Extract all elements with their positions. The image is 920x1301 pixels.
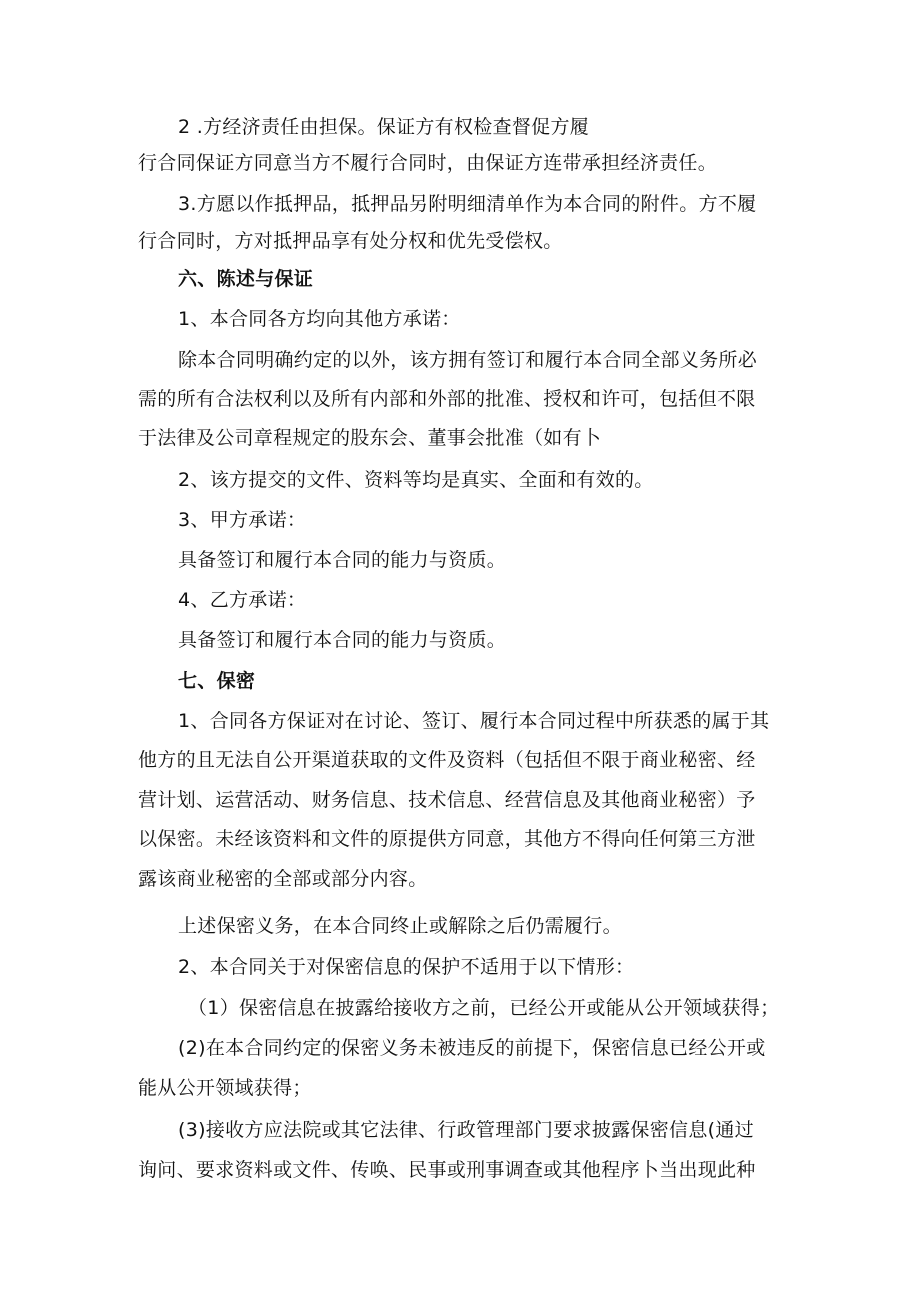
para-conf-2-item-1: （1）保密信息在披露给接收方之前，已经公开或能从公开领域获得；	[188, 997, 780, 1019]
section-heading-confidentiality: 七、保密	[178, 670, 256, 692]
para-rep-1-body-line-1: 除本合同明确约定的以外，该方拥有签订和履行本合同全部义务所必	[178, 349, 758, 371]
para-rep-4-body: 具备签订和履行本合同的能力与资质。	[178, 629, 507, 651]
section-heading-representations: 六、陈述与保证	[178, 268, 314, 290]
para-guarantee-2-line-2: 行合同保证方同意当方不履行合同时，由保证方连带承担经济责任。	[138, 152, 718, 174]
para-rep-2: 2、该方提交的文件、资料等均是真实、全面和有效的。	[178, 469, 654, 491]
para-conf-2-item-3-line-1: (3)接收方应法院或其它法律、行政管理部门要求披露保密信息(通过	[178, 1119, 754, 1141]
para-conf-1-line-4: 以保密。未经该资料和文件的原提供方同意，其他方不得向任何第三方泄	[138, 828, 756, 850]
para-rep-4: 4、乙方承诺：	[178, 589, 307, 611]
para-conf-1-line-1: 1、合同各方保证对在讨论、签订、履行本合同过程中所获悉的属于其	[178, 710, 770, 732]
para-conf-1-line-3: 营计划、运营活动、财务信息、技术信息、经营信息及其他商业秘密）予	[138, 789, 756, 811]
para-guarantee-3-line-1: 3.方愿以作抵押品，抵押品另附明细清单作为本合同的附件。方不履	[178, 193, 757, 215]
para-rep-1-body-line-2: 需的所有合法权利以及所有内部和外部的批准、授权和许可，包括但不限	[138, 388, 756, 410]
para-guarantee-3-line-2: 行合同时，方对抵押品享有处分权和优先受偿权。	[138, 230, 563, 252]
para-conf-duty: 上述保密义务，在本合同终止或解除之后仍需履行。	[178, 915, 622, 937]
para-conf-2-item-2-line-1: (2)在本合同约定的保密义务未被违反的前提下，保密信息已经公开或	[178, 1037, 766, 1059]
para-conf-2-item-3-line-2: 询问、要求资料或文件、传唤、民事或刑事调查或其他程序卜当出现此种	[138, 1159, 756, 1181]
para-conf-1-line-2: 他方的且无法自公开渠道获取的文件及资料（包括但不限于商业秘密、经	[138, 749, 756, 771]
para-rep-3: 3、甲方承诺：	[178, 509, 307, 531]
para-conf-1-line-5: 露该商业秘密的全部或部分内容。	[138, 868, 428, 890]
para-rep-1-body-line-3: 于法律及公司章程规定的股东会、董事会批准（如有卜	[138, 427, 602, 449]
para-conf-2: 2、本合同关于对保密信息的保护不适用于以下情形：	[178, 956, 635, 978]
para-guarantee-2-line-1: 2 .方经济责任由担保。保证方有权检查督促方履	[178, 116, 590, 138]
para-rep-3-body: 具备签订和履行本合同的能力与资质。	[178, 549, 507, 571]
para-conf-2-item-2-line-2: 能从公开领域获得；	[138, 1077, 312, 1099]
para-rep-1: 1、本合同各方均向其他方承诺：	[178, 308, 461, 330]
